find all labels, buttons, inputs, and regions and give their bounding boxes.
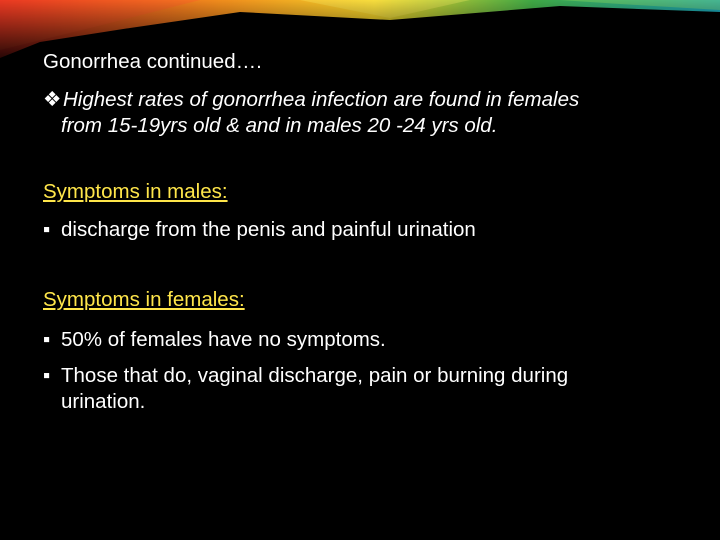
highlight-line-2: from 15-19yrs old & and in males 20 -24 yrs old.: [61, 114, 498, 137]
highlight-line-1: [43, 88, 579, 113]
intro-text: Gonorrhea continued….: [43, 50, 262, 73]
square-bullet-icon: ▪: [43, 364, 51, 387]
females-item-text: Those that do, vaginal discharge, pain or burning during: [61, 364, 569, 387]
females-item: [43, 328, 386, 353]
diamond-bullet-icon: ❖: [43, 88, 62, 111]
females-item-continuation: urination.: [61, 390, 146, 413]
square-bullet-icon: ▪: [43, 218, 51, 241]
males-item: [43, 218, 476, 243]
males-heading: Symptoms in males:: [43, 180, 228, 203]
square-bullet-icon: ▪: [43, 328, 51, 351]
females-item-text: 50% of females have no symptoms.: [61, 328, 386, 351]
females-heading: Symptoms in females:: [43, 288, 245, 311]
highlight-text-1: Highest rates of gonorrhea infection are found in females: [63, 88, 580, 111]
males-item-text: discharge from the penis and painful urination: [61, 218, 476, 241]
females-item: [43, 364, 568, 389]
